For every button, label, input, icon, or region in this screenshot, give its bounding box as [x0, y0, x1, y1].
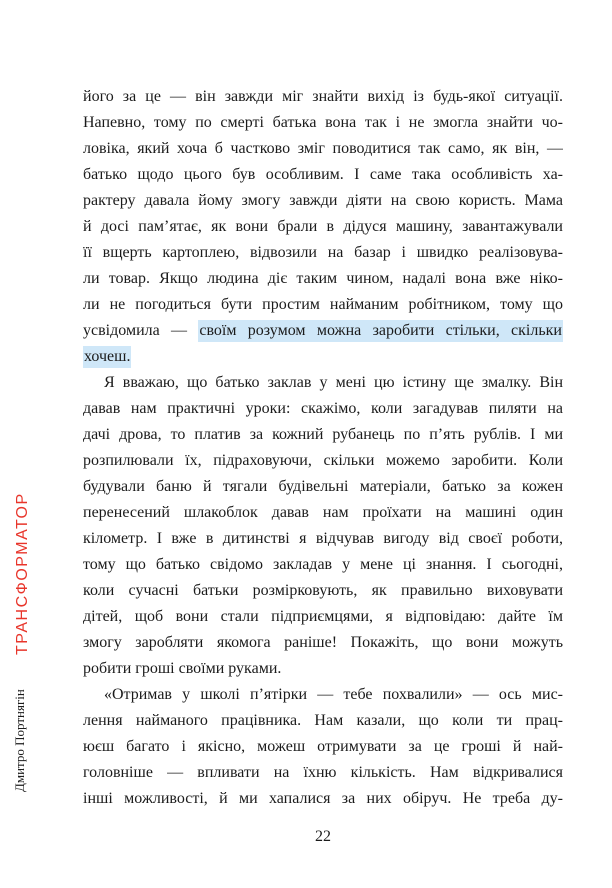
page-number: 22: [315, 828, 331, 845]
text-line: батько щодо цього був особливим. І саме така особливість ха-: [83, 166, 563, 183]
text-line: [83, 344, 563, 370]
text-line: ли товар. Якщо людина діє таким чином, надалі вона вже ніко-: [83, 270, 563, 287]
text-line: лення найманого працівника. Нам казали, що коли ти прац-: [83, 712, 563, 729]
text-line: кілометр. І вже в дитинстві я відчував вигоду від своєї роботи,: [83, 530, 563, 547]
text-line: давав нам практичні уроки: скажімо, коли загадував пиляти на: [83, 400, 563, 417]
text-line: Я вважаю, що батько заклав у мені цю істину ще змалку. Він: [104, 374, 563, 391]
text-line: інші можливості, й ми хапалися за них обіруч. Не треба ду-: [83, 790, 563, 807]
text-line: ли не погодиться бути простим найманим робітником, тому що: [83, 296, 563, 313]
text-line: ловіка, який хоча б частково зміг поводитися так само, як він, —: [83, 140, 563, 157]
paragraph: [83, 84, 563, 370]
highlighted-text: своїм розумом можна заробити стільки, скільки: [198, 320, 563, 342]
text-line: робити гроші своїми руками.: [83, 660, 282, 677]
text-line: будували баню й тягали будівельні матеріали, батько за кожен: [83, 478, 563, 495]
text-line: перенесений шлакоблок давав нам проїхати на машині один: [83, 504, 563, 521]
spine-book-title: ТРАНСФОРМАТОР: [14, 492, 31, 655]
highlighted-text: хочеш.: [83, 346, 131, 368]
paragraph: [83, 370, 563, 682]
text-line: й досі пам’ятає, як вони брали в дідуся машину, завантажували: [83, 218, 563, 235]
text-line: розпилювали їх, підраховуючи, скільки можемо заробити. Коли: [83, 452, 563, 469]
text-line: дачі дрова, то платив за кожний рубанець по п’ять рублів. І ми: [83, 426, 563, 443]
text-line: змогу заробляти якомога раніше! Покажіть, що вони можуть: [83, 634, 563, 651]
paragraph: [83, 682, 563, 812]
text-line: дітей, щоб вони стали підприємцями, я відповідаю: дайте їм: [83, 608, 563, 625]
text-segment: усвідомила —: [83, 322, 199, 339]
text-line: [83, 318, 563, 344]
text-line: головніше — впливати на їхню кількість. Нам відкривалися: [83, 764, 563, 781]
text-line: юєш багато і якісно, можеш отримувати за це гроші й най-: [83, 738, 563, 755]
text-line: її вщерть картоплею, відвозили на базар і швидко реалізовува-: [83, 244, 563, 261]
spine-author-name: Дмитро Портнягін: [12, 689, 27, 792]
text-line: Напевно, тому по смерті батька вона так і не змогла знайти чо-: [83, 114, 563, 131]
text-line: його за це — він завжди міг знайти вихід із будь-якої ситуації.: [83, 88, 563, 105]
text-line: «Отримав у школі п’ятірки — тебе похвалили» — ось мис-: [104, 686, 563, 703]
text-line: рактеру давала йому змогу завжди діяти на свою користь. Мама: [83, 192, 563, 209]
body-text: [83, 84, 563, 812]
text-line: тому що батько свідомо закладав у мене ці знання. І сьогодні,: [83, 556, 563, 573]
text-line: коли сучасні батьки розмірковують, як правильно виховувати: [83, 582, 563, 599]
